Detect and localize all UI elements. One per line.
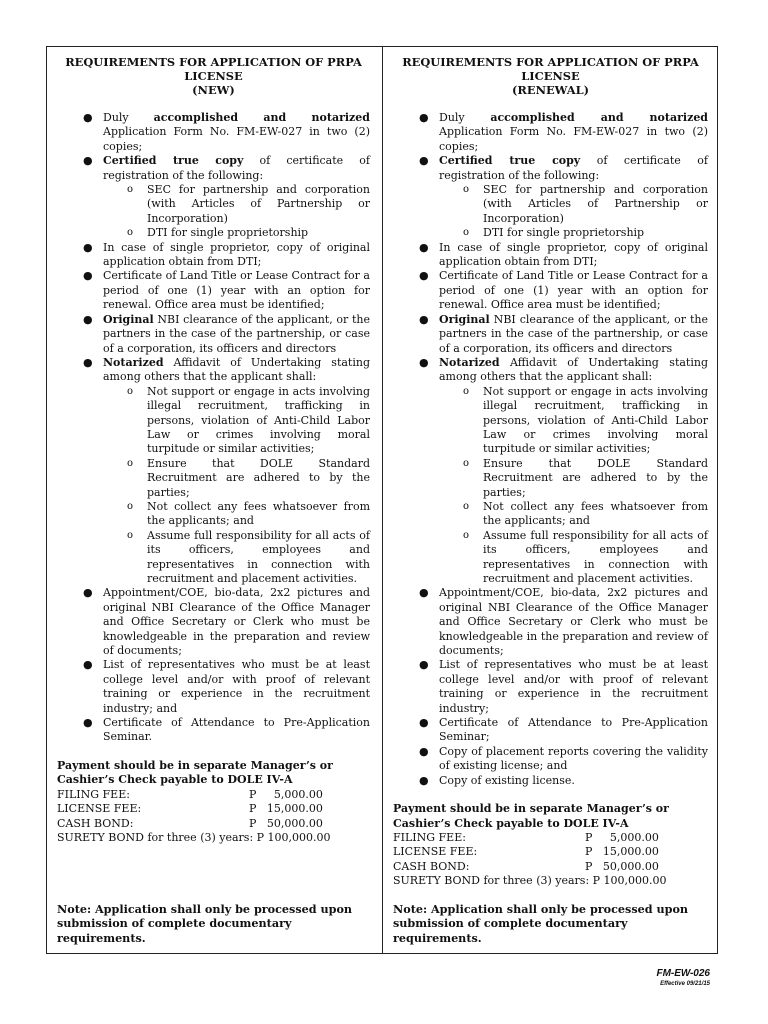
sub-list [439,183,708,241]
fee-amount: P 15,000.00 [249,802,323,816]
sub-list-item: o Assume full responsibility for all acts of its officers, employees and representatives in connection with recruitment and placement activities. [463,528,708,585]
bullet-icon: ● [419,716,429,730]
bullet-icon: ● [419,773,429,787]
fee-amount: P 5,000.00 [249,787,323,801]
bullet-icon: ● [419,355,429,369]
list-item: ● Certificate of Attendance to Pre-Application Seminar; [419,716,708,744]
payment-section [393,802,708,888]
payment-section [57,759,370,845]
sub-list-item: o DTI for single proprietorship [127,226,309,240]
sub-list [103,385,370,587]
bullet-icon: ● [83,154,93,168]
bullet-icon: ● [419,111,429,124]
bullet-icon: ● [419,658,429,672]
list-item: ● Original NBI clearance of the applicant, or the partners in the case of the partnership, or case of a corporation, its officers and directors [419,312,708,355]
sub-list-item: o DTI for single proprietorship [463,226,645,240]
bullet-icon: ● [419,744,429,758]
bullet-icon: ● [419,240,429,254]
list-item: ● Notarized Affidavit of Undertaking stating among others that the applicant shall: o Not support or engage in acts involving illegal recruitment, trafficking in persons, violation of Anti-Child Labor Law or crimes involving moral turpitude or similar activities; o Ensure that DOLE Standard Recruitment are adhered to by the parties; o Not collect any fees whatsoever from the applicants; and o Assume full responsibility for all acts of its officers, employees and representatives in connection with recruitment and placement activities. [83,355,370,585]
list-item: ● In case of single proprietor, copy of original application obtain from DTI; [83,240,370,269]
circle-bullet-icon: o [127,529,134,541]
bullet-icon: ● [83,658,93,672]
note-line-2: submission of complete documentary requirements. [57,916,292,945]
fee-label: LICENSE FEE: [57,802,142,816]
payment-instruction: Payment should be in separate Manager’s or [57,758,333,772]
list-item: ● List of representatives who must be at least college level and/or with proof of relevant training or experience in the recruitment industry; [419,658,708,715]
column-heading-new [57,55,370,97]
list-item: ● Certified true copy of certificate of registration of the following: o SEC for partnership and corporation (with Articles of Partnership or Incorporation) o DTI for single proprietorship [419,154,708,240]
fee-row [57,788,370,802]
fee-amount: P 15,000.00 [585,845,659,859]
sub-list-item: o SEC for partnership and corporation (with Articles of Partnership or Incorporation) [463,183,708,225]
circle-bullet-icon: o [463,529,470,541]
heading-line: REQUIREMENTS FOR APPLICATION OF PRPA LICENSE [65,55,362,83]
sub-list-item: o Not collect any fees whatsoever from the applicants; and [127,499,370,528]
fee-list [57,788,370,846]
surety-bond: SURETY BOND for three (3) years: P 100,000.00 [57,830,331,844]
bullet-icon: ● [83,355,93,369]
circle-bullet-icon: o [127,227,134,239]
list-item: ● Appointment/COE, bio-data, 2x2 pictures and original NBI Clearance of the Office Manager and Office Secretary or Clerk who must be knowledgeable in the preparation and review of documents; [83,586,370,658]
heading-subline: (RENEWAL) [512,83,589,97]
list-item: ● List of representatives who must be at least college level and/or with proof of relevant training or experience in the recruitment industry; and [83,658,370,715]
form-code: FM-EW-026 [656,968,710,979]
column-heading-renewal [393,55,708,97]
fee-label: CASH BOND: [393,859,470,873]
fee-row [393,831,708,845]
form-footer [656,968,710,988]
list-item: ● Certificate of Land Title or Lease Contract for a period of one (1) year with an option for renewal. Office area must be identified; [419,269,708,312]
circle-bullet-icon: o [127,457,134,469]
note-line: Note: Application shall only be processed upon [393,901,689,916]
note-line-2: submission of complete documentary requirements. [393,916,628,945]
note-line: Note: Application shall only be processed upon [57,901,353,916]
list-item: ● Copy of existing license. [419,773,575,787]
circle-bullet-icon: o [127,385,134,397]
sub-list-item: o Not support or engage in acts involving illegal recruitment, trafficking in persons, violation of Anti-Child Labor Law or crimes involving moral turpitude or similar activities; [127,384,370,456]
fee-amount: P 50,000.00 [249,816,323,830]
fee-label: CASH BOND: [57,816,134,830]
heading-line: REQUIREMENTS FOR APPLICATION OF PRPA LICENSE [402,55,699,83]
bullet-icon: ● [419,586,429,600]
sub-list-item: o Ensure that DOLE Standard Recruitment are adhered to by the parties; [127,456,370,499]
bullet-icon: ● [419,269,429,283]
fee-amount: P 50,000.00 [585,859,659,873]
payment-instruction-line2: Cashier’s Check payable to DOLE IV-A [57,773,293,787]
new-license-column [47,47,383,953]
circle-bullet-icon: o [463,500,470,512]
fee-row [57,817,370,831]
sub-list-item: o Not collect any fees whatsoever from the applicants; and [463,499,708,528]
list-item: ● Certificate of Land Title or Lease Contract for a period of one (1) year with an option for renewal. Office area must be identified; [83,269,370,312]
bullet-icon: ● [83,111,93,124]
list-item: ● Notarized Affidavit of Undertaking stating among others that the applicant shall: o Not support or engage in acts involving illegal recruitment, trafficking in persons, violation of Anti-Child Labor Law or crimes involving moral turpitude or similar activities; o Ensure that DOLE Standard Recruitment are adhered to by the parties; o Not collect any fees whatsoever from the applicants; and o Assume full responsibility for all acts of its officers, employees and representatives in connection with recruitment and placement activities. [419,355,708,585]
note [57,902,377,945]
fee-amount: P 5,000.00 [585,830,659,844]
requirements-table [46,46,718,954]
fee-label: FILING FEE: [57,787,130,801]
effective-date: Effective 09/21/15 [660,981,710,987]
circle-bullet-icon: o [463,227,470,239]
fee-row [393,874,708,888]
requirements-list [393,111,708,788]
sub-list [103,183,370,241]
surety-bond: SURETY BOND for three (3) years: P 100,000.00 [393,874,667,888]
circle-bullet-icon: o [463,184,470,196]
circle-bullet-icon: o [463,457,470,469]
circle-bullet-icon: o [127,184,134,196]
fee-row [393,845,708,859]
circle-bullet-icon: o [127,500,134,512]
bullet-icon: ● [83,269,93,283]
payment-instruction-line2: Cashier’s Check payable to DOLE IV-A [393,816,629,830]
sub-list-item: o Assume full responsibility for all acts of its officers, employees and representatives in connection with recruitment and placement activities. [127,528,370,585]
sub-list-item: o Not support or engage in acts involving illegal recruitment, trafficking in persons, violation of Anti-Child Labor Law or crimes involving moral turpitude or similar activities; [463,384,708,456]
fee-row [57,831,370,845]
circle-bullet-icon: o [463,385,470,397]
fee-row [393,860,708,874]
sub-list-item: o SEC for partnership and corporation (with Articles of Partnership or Incorporation) [127,183,370,225]
bullet-icon: ● [83,586,93,600]
requirements-list [57,111,370,745]
list-item: ● Original NBI clearance of the applicant, or the partners in the case of the partnership, or case of a corporation, its officers and directors [83,312,370,355]
list-item: ● Copy of placement reports covering the validity of existing license; and [419,744,708,773]
list-item: ● Duly accomplished and notarized Application Form No. FM-EW-027 in two (2) copies; [419,111,709,153]
bullet-icon: ● [83,716,93,730]
fee-label: FILING FEE: [393,830,466,844]
bullet-icon: ● [83,312,93,326]
sub-list-item: o Ensure that DOLE Standard Recruitment are adhered to by the parties; [463,456,708,499]
list-item: ● Certificate of Attendance to Pre-Application Seminar. [83,716,370,744]
note [393,902,713,945]
bullet-icon: ● [419,312,429,326]
list-item: ● Certified true copy of certificate of registration of the following: o SEC for partnership and corporation (with Articles of Partnership or Incorporation) o DTI for single proprietorship [83,154,370,240]
sub-list [439,385,708,587]
list-item: ● In case of single proprietor, copy of original application obtain from DTI; [419,240,708,269]
fee-label: LICENSE FEE: [393,845,478,859]
renewal-license-column [383,47,717,953]
bullet-icon: ● [419,154,429,168]
heading-subline: (NEW) [192,83,235,97]
list-item: ● Duly accomplished and notarized Application Form No. FM-EW-027 in two (2) copies; [83,111,370,153]
bullet-icon: ● [83,240,93,254]
fee-row [57,802,370,816]
fee-list [393,831,708,889]
list-item: ● Appointment/COE, bio-data, 2x2 pictures and original NBI Clearance of the Office Manager and Office Secretary or Clerk who must be knowledgeable in the preparation and review of documents; [419,586,708,658]
payment-instruction: Payment should be in separate Manager’s or [393,802,669,816]
